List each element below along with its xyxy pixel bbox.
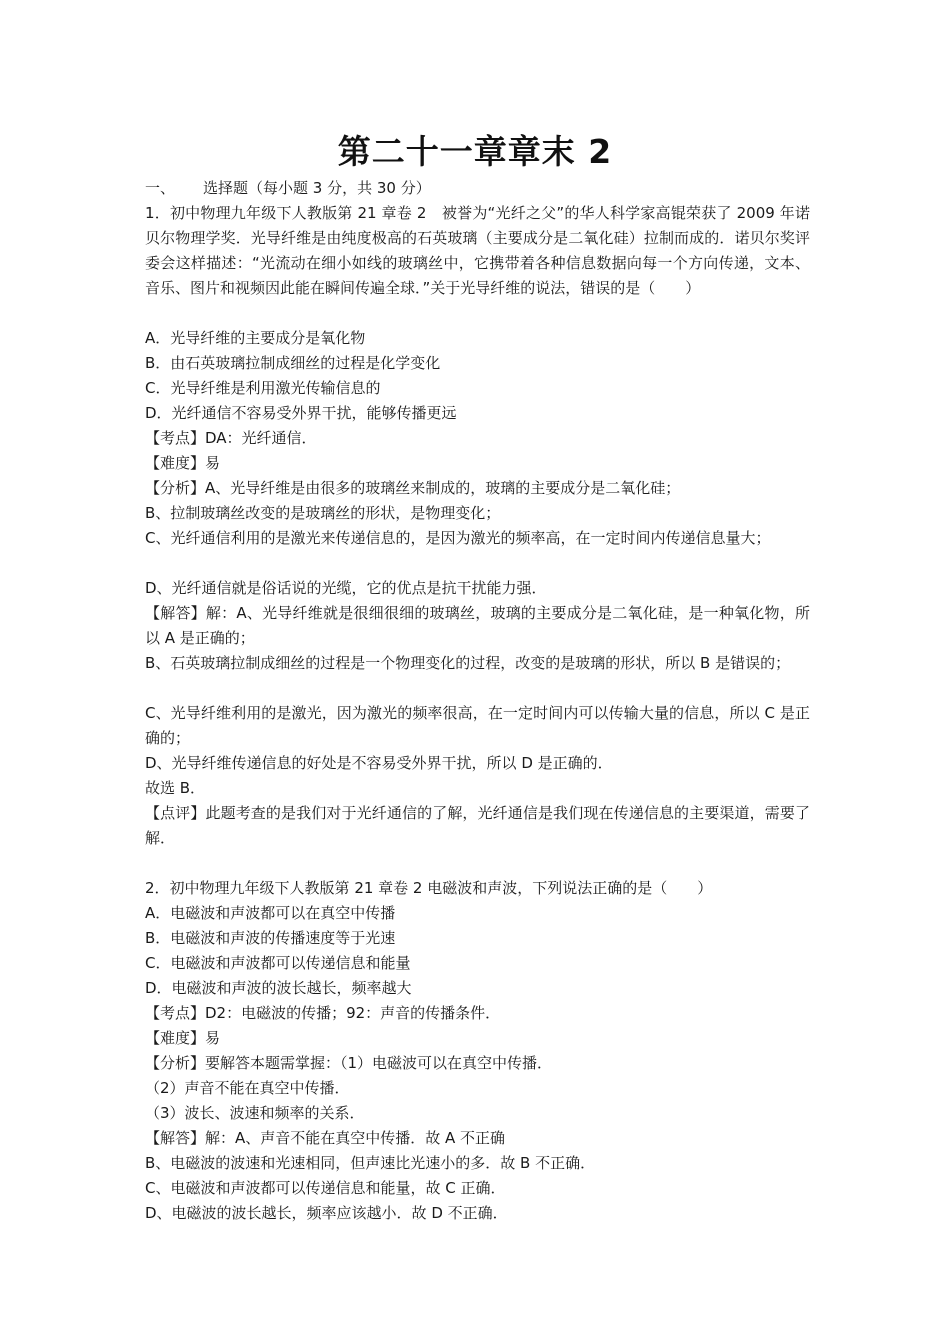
section-heading — [145, 176, 810, 201]
q1-option-c: C．光导纤维是利用激光传输信息的 — [145, 379, 381, 397]
q2-fenxi-line: （2）声音不能在真空中传播． — [145, 1079, 350, 1097]
q1-fenxi-line: D、光纤通信就是俗话说的光缆，它的优点是抗干扰能力强． — [145, 579, 547, 597]
q1-jieda-line: C、光导纤维利用的是激光，因为激光的频率很高，在一定时间内可以传输大量的信息，所以 C 是正确的； — [145, 704, 810, 747]
q2-option-c: C．电磁波和声波都可以传递信息和能量 — [145, 954, 411, 972]
q1-dianping: 【点评】此题考查的是我们对于光纤通信的了解，光纤通信是我们现在传递信息的主要渠道，需要了解． — [145, 804, 810, 847]
q1-option-d: D．光纤通信不容易受外界干扰，能够传播更远 — [145, 404, 457, 422]
q2-option-b: B．电磁波和声波的传播速度等于光速 — [145, 929, 396, 947]
question-1-stem: 1．初中物理九年级下人教版第 21 章卷 2 被誉为“光纤之父”的华人科学家高锟荣获了 2009 年诺贝尔物理学奖．光导纤维是由纯度极高的石英玻璃（主要成分是二氧化硅）拉制而成的．诺贝尔奖评委会这样描述：“光流动在细小如线的玻璃丝中，它携带着各种信息数据向每一个方向传递，文本、音乐、图片和视频因此能在瞬间传遍全球．”关于光导纤维的说法，错误的是（ ） — [145, 204, 810, 297]
q2-jieda-line: 【解答】解：A、声音不能在真空中传播．故 A 不正确 — [145, 1129, 506, 1147]
q2-fenxi-line: （3）波长、波速和频率的关系． — [145, 1104, 365, 1122]
question-2-stem: 2．初中物理九年级下人教版第 21 章卷 2 电磁波和声波，下列说法正确的是（ ） — [145, 879, 713, 897]
q2-jieda-line: B、电磁波的波速和光速相同，但声速比光速小的多．故 B 不正确． — [145, 1154, 596, 1172]
q1-jieda-line: D、光导纤维传递信息的好处是不容易受外界干扰，所以 D 是正确的． — [145, 754, 613, 772]
q2-kaodian: 【考点】D2：电磁波的传播；92：声音的传播条件． — [145, 1004, 501, 1022]
q1-nandu: 【难度】易 — [145, 454, 221, 472]
q2-jieda-line: C、电磁波和声波都可以传递信息和能量，故 C 正确． — [145, 1179, 506, 1197]
q2-nandu: 【难度】易 — [145, 1029, 221, 1047]
q2-fenxi-line: 【分析】要解答本题需掌握：（1）电磁波可以在真空中传播． — [145, 1054, 553, 1072]
q2-jieda-line: D、电磁波的波长越长，频率应该越小．故 D 不正确． — [145, 1204, 508, 1222]
q1-option-a: A．光导纤维的主要成分是氧化物 — [145, 329, 366, 347]
q1-jieda-line: 【解答】解：A、光导纤维就是很细很细的玻璃丝，玻璃的主要成分是二氧化硅，是一种氧化物，所以 A 是正确的； — [145, 604, 810, 647]
q1-kaodian: 【考点】DA：光纤通信． — [145, 429, 317, 447]
q1-fenxi-line: 【分析】A、光导纤维是由很多的玻璃丝来制成的，玻璃的主要成分是二氧化硅； — [145, 479, 681, 497]
q1-answer: 故选 B． — [145, 779, 206, 797]
q1-option-b: B．由石英玻璃拉制成细丝的过程是化学变化 — [145, 354, 441, 372]
q1-fenxi-line: B、拉制玻璃丝改变的是玻璃丝的形状，是物理变化； — [145, 504, 501, 522]
q2-option-d: D．电磁波和声波的波长越长，频率越大 — [145, 979, 412, 997]
document-body — [145, 176, 810, 1226]
section-number: 一、 — [145, 179, 176, 197]
q1-jieda-line: B、石英玻璃拉制成细丝的过程是一个物理变化的过程，改变的是玻璃的形状，所以 B 是错误的； — [145, 654, 791, 672]
q1-fenxi-line: C、光纤通信利用的是激光来传递信息的，是因为激光的频率高，在一定时间内传递信息量大； — [145, 529, 771, 547]
page-title: 第二十一章章末 2 — [337, 132, 613, 171]
q2-option-a: A．电磁波和声波都可以在真空中传播 — [145, 904, 396, 922]
section-label: 选择题（每小题 3 分，共 30 分） — [203, 179, 431, 197]
blank-line — [145, 851, 810, 876]
